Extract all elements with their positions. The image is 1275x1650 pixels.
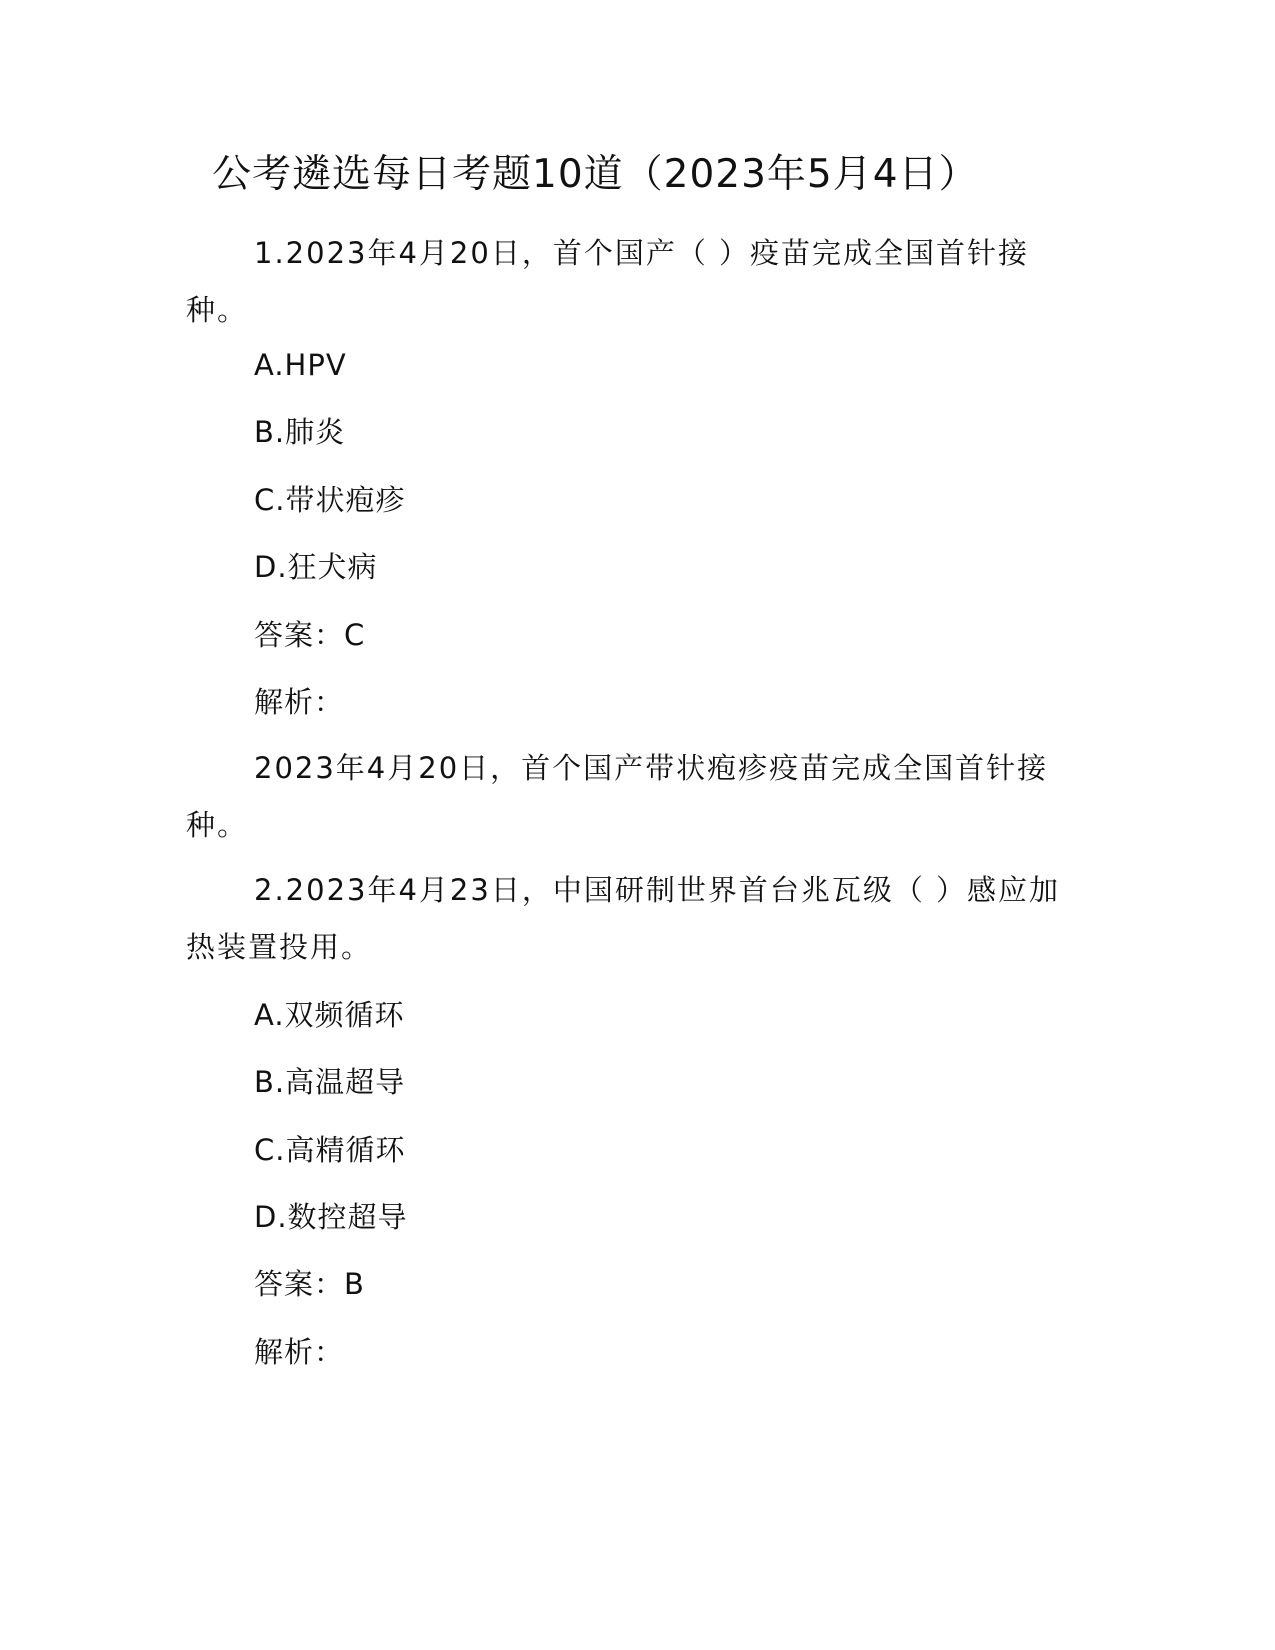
question-2-option-c: C.高精循环: [254, 1133, 406, 1167]
question-1-option-d: D.狂犬病: [254, 550, 378, 584]
question-2-option-b: B.高温超导: [254, 1065, 406, 1099]
question-2-analysis-label: 解析：: [254, 1335, 345, 1369]
question-1-option-a: A.HPV: [254, 348, 347, 382]
question-1-analysis-text: 2023年4月20日，首个国产带状疱疹疫苗完成全国首针接种。: [186, 751, 1049, 842]
question-1-stem: 1.2023年4月20日，首个国产（ ）疫苗完成全国首针接种。: [186, 236, 1030, 327]
question-2-option-a: A.双频循环: [254, 998, 405, 1032]
question-1-analysis-label: 解析：: [254, 685, 345, 719]
question-1-option-c: C.带状疱疹: [254, 483, 406, 517]
question-2-answer: 答案：B: [254, 1267, 365, 1301]
question-2-option-d: D.数控超导: [254, 1200, 408, 1234]
question-2-stem: 2.2023年4月23日，中国研制世界首台兆瓦级（ ）感应加热装置投用。: [186, 873, 1061, 964]
question-1-option-b: B.肺炎: [254, 415, 346, 449]
question-1-answer: 答案：C: [254, 618, 366, 652]
document-title: 公考遴选每日考题10道（2023年5月4日）: [212, 152, 979, 197]
